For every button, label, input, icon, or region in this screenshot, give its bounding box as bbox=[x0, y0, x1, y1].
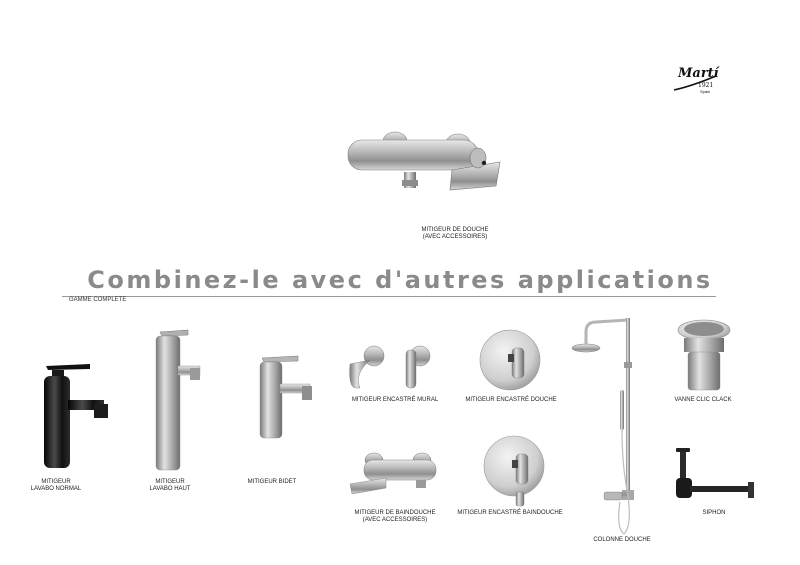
siphon-image bbox=[668, 448, 758, 504]
encastre-baindouche-image bbox=[480, 434, 550, 508]
encastre-baindouche-caption bbox=[455, 510, 565, 517]
lavabo-normal-line1: MITIGEUR bbox=[41, 479, 71, 485]
encastre-douche-image bbox=[478, 328, 542, 392]
baindouche-line1: MITIGEUR DE BAINDOUCHE bbox=[354, 510, 436, 516]
bidet-mixer-image bbox=[254, 354, 318, 440]
encastre-douche-line1: MITIGEUR ENCASTRÉ DOUCHE bbox=[465, 397, 557, 403]
encastre-mural-image bbox=[344, 344, 436, 392]
siphon-line1: SIPHON bbox=[702, 510, 726, 516]
vanne-clic-clack-image bbox=[676, 318, 732, 392]
encastre-baindouche-line1: MITIGEUR ENCASTRÉ BAINDOUCHE bbox=[457, 510, 563, 516]
section-headline: Combinez-le avec d'autres applications bbox=[87, 266, 713, 294]
shower-mixer-image bbox=[340, 128, 510, 198]
logo-wordmark: Martí bbox=[678, 66, 719, 81]
section-subtitle: GAMME COMPLETE bbox=[69, 297, 127, 303]
vanne-line1: VANNE CLIC CLACK bbox=[674, 397, 732, 403]
encastre-mural-line1: MITIGEUR ENCASTRÉ MURAL bbox=[351, 397, 439, 403]
lavabo-haut-line1: MITIGEUR bbox=[155, 479, 185, 485]
logo-country: Spain bbox=[700, 89, 711, 94]
lavabo-normal-caption bbox=[16, 479, 96, 493]
encastre-douche-caption bbox=[456, 397, 566, 404]
lavabo-normal-line2: LAVABO NORMAL bbox=[30, 486, 82, 492]
siphon-caption bbox=[672, 510, 756, 517]
lavabo-haut-line2: LAVABO HAUT bbox=[149, 486, 191, 492]
baindouche-line2: (AVEC ACCESSOIRES) bbox=[362, 517, 428, 523]
baindouche-mixer-image bbox=[346, 450, 440, 500]
encastre-mural-caption bbox=[340, 397, 450, 404]
colonne-douche-caption bbox=[572, 537, 672, 544]
featured-caption-line1: MITIGEUR DE DOUCHE bbox=[421, 227, 489, 233]
headline-divider bbox=[62, 296, 716, 297]
baindouche-caption bbox=[340, 510, 450, 524]
lavabo-normal-image bbox=[38, 360, 114, 472]
brand-logo bbox=[672, 64, 720, 96]
featured-caption bbox=[400, 227, 510, 241]
colonne-douche-line1: COLONNE DOUCHE bbox=[593, 537, 651, 543]
bidet-caption bbox=[232, 479, 312, 486]
lavabo-haut-image bbox=[150, 328, 204, 472]
vanne-caption bbox=[658, 397, 748, 404]
logo-year: 1921 bbox=[698, 82, 714, 89]
lavabo-haut-caption bbox=[130, 479, 210, 493]
bidet-line1: MITIGEUR BIDET bbox=[247, 479, 297, 485]
colonne-douche-image bbox=[566, 316, 652, 538]
featured-caption-line2: (AVEC ACCESSOIRES) bbox=[422, 234, 488, 240]
